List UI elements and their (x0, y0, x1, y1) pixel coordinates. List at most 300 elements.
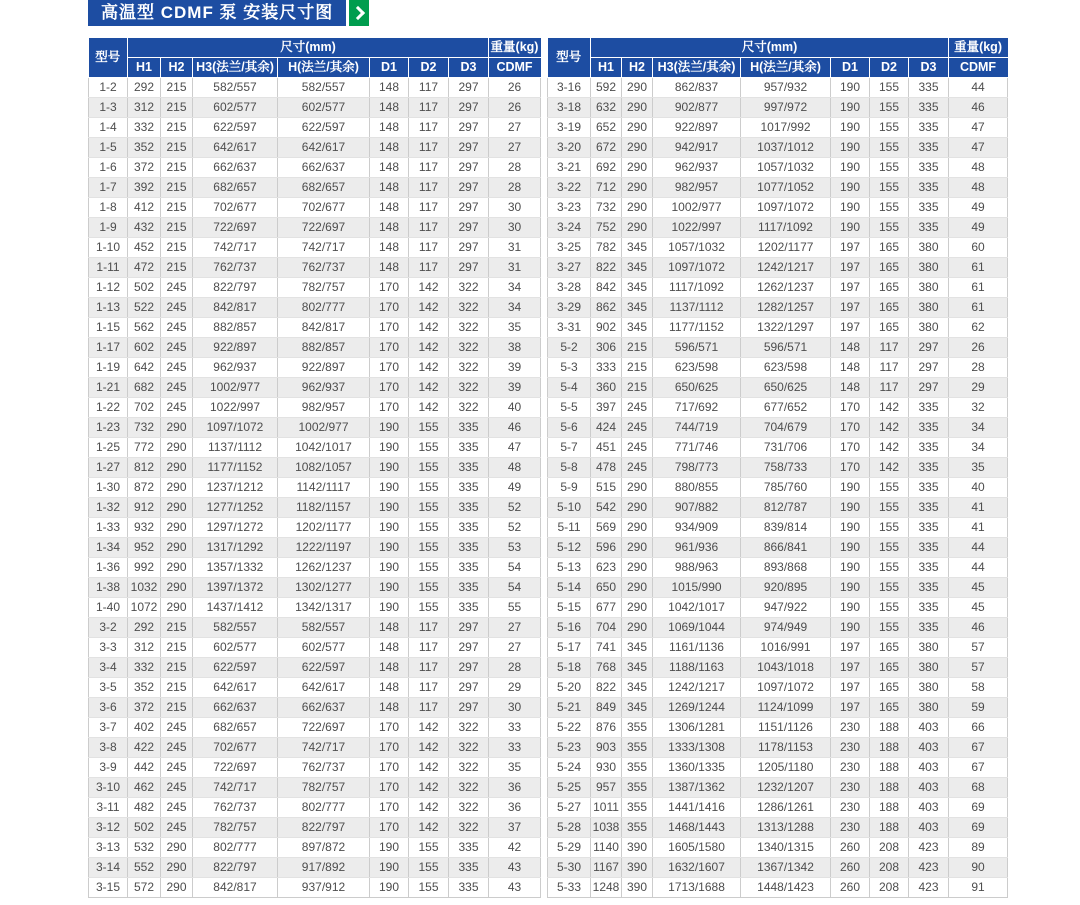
value-cell: 61 (949, 298, 1008, 318)
value-cell: 335 (909, 138, 949, 158)
value-cell: 170 (370, 318, 409, 338)
value-cell: 190 (370, 478, 409, 498)
column-header-d1: D1 (831, 58, 870, 78)
column-header-d1: D1 (370, 58, 409, 78)
model-cell: 5-33 (548, 878, 591, 898)
value-cell: 155 (409, 538, 449, 558)
value-cell: 1057/1032 (653, 238, 741, 258)
value-cell: 1151/1126 (741, 718, 831, 738)
value-cell: 596 (591, 538, 622, 558)
value-cell: 677/652 (741, 398, 831, 418)
value-cell: 155 (870, 558, 909, 578)
value-cell: 622/597 (193, 118, 278, 138)
value-cell: 1269/1244 (653, 698, 741, 718)
value-cell: 650 (591, 578, 622, 598)
value-cell: 934/909 (653, 518, 741, 538)
table-row (89, 458, 541, 478)
value-cell: 692 (591, 158, 622, 178)
value-cell: 403 (909, 738, 949, 758)
value-cell: 785/760 (741, 478, 831, 498)
value-cell: 155 (870, 578, 909, 598)
table-row (89, 78, 541, 98)
value-cell: 922/897 (653, 118, 741, 138)
model-cell: 5-11 (548, 518, 591, 538)
value-cell: 170 (370, 378, 409, 398)
table-row (548, 238, 1008, 258)
value-cell: 170 (831, 398, 870, 418)
value-cell: 117 (409, 638, 449, 658)
model-cell: 1-40 (89, 598, 128, 618)
value-cell: 165 (870, 658, 909, 678)
value-cell: 197 (831, 278, 870, 298)
value-cell: 260 (831, 878, 870, 898)
table-row (89, 358, 541, 378)
value-cell: 47 (489, 438, 541, 458)
value-cell: 60 (949, 238, 1008, 258)
value-cell: 1137/1112 (193, 438, 278, 458)
value-cell: 297 (449, 118, 489, 138)
table-row (548, 638, 1008, 658)
page-title: 高温型 CDMF 泵 安装尺寸图 (88, 0, 346, 26)
model-cell: 1-32 (89, 498, 128, 518)
value-cell: 290 (622, 218, 653, 238)
value-cell: 142 (409, 818, 449, 838)
value-cell: 897/872 (278, 838, 370, 858)
value-cell: 602/577 (278, 638, 370, 658)
value-cell: 552 (128, 858, 161, 878)
value-cell: 1448/1423 (741, 878, 831, 898)
value-cell: 188 (870, 718, 909, 738)
value-cell: 155 (409, 498, 449, 518)
table-row (548, 258, 1008, 278)
value-cell: 29 (489, 678, 541, 698)
value-cell: 642 (128, 358, 161, 378)
value-cell: 245 (161, 758, 193, 778)
value-cell: 155 (409, 418, 449, 438)
value-cell: 922/897 (193, 338, 278, 358)
column-header-h3: H3(法兰/其余) (193, 58, 278, 78)
value-cell: 170 (370, 778, 409, 798)
value-cell: 155 (409, 558, 449, 578)
value-cell: 1282/1257 (741, 298, 831, 318)
value-cell: 190 (370, 438, 409, 458)
value-cell: 215 (161, 78, 193, 98)
model-cell: 1-38 (89, 578, 128, 598)
model-cell: 1-2 (89, 78, 128, 98)
table-row (548, 678, 1008, 698)
value-cell: 982/957 (278, 398, 370, 418)
value-cell: 622/597 (278, 658, 370, 678)
value-cell: 772 (128, 438, 161, 458)
table-row (89, 178, 541, 198)
value-cell: 27 (489, 638, 541, 658)
value-cell: 290 (622, 478, 653, 498)
value-cell: 582/557 (193, 618, 278, 638)
model-cell: 3-25 (548, 238, 591, 258)
table-row (548, 298, 1008, 318)
value-cell: 345 (622, 278, 653, 298)
model-cell: 1-27 (89, 458, 128, 478)
value-cell: 30 (489, 698, 541, 718)
value-cell: 1188/1163 (653, 658, 741, 678)
model-cell: 3-7 (89, 718, 128, 738)
table-row (89, 218, 541, 238)
value-cell: 290 (161, 558, 193, 578)
value-cell: 812 (128, 458, 161, 478)
value-cell: 322 (449, 318, 489, 338)
model-cell: 1-12 (89, 278, 128, 298)
value-cell: 155 (870, 218, 909, 238)
value-cell: 215 (161, 138, 193, 158)
value-cell: 872 (128, 478, 161, 498)
value-cell: 245 (161, 778, 193, 798)
table-row (548, 358, 1008, 378)
value-cell: 44 (949, 538, 1008, 558)
table-row (89, 838, 541, 858)
value-cell: 822/797 (193, 278, 278, 298)
value-cell: 297 (449, 78, 489, 98)
value-cell: 1342/1317 (278, 598, 370, 618)
value-cell: 502 (128, 818, 161, 838)
value-cell: 930 (591, 758, 622, 778)
value-cell: 245 (161, 318, 193, 338)
table-row (548, 538, 1008, 558)
model-cell: 1-3 (89, 98, 128, 118)
value-cell: 335 (909, 478, 949, 498)
value-cell: 197 (831, 698, 870, 718)
value-cell: 652 (591, 118, 622, 138)
value-cell: 190 (370, 458, 409, 478)
model-cell: 5-7 (548, 438, 591, 458)
value-cell: 1367/1342 (741, 858, 831, 878)
value-cell: 41 (949, 518, 1008, 538)
value-cell: 335 (449, 478, 489, 498)
value-cell: 902/877 (653, 98, 741, 118)
value-cell: 662/637 (193, 158, 278, 178)
value-cell: 142 (409, 718, 449, 738)
model-cell: 3-11 (89, 798, 128, 818)
table-row (548, 718, 1008, 738)
value-cell: 947/922 (741, 598, 831, 618)
value-cell: 762/737 (278, 758, 370, 778)
value-cell: 290 (161, 838, 193, 858)
model-cell: 3-29 (548, 298, 591, 318)
model-cell: 5-20 (548, 678, 591, 698)
value-cell: 602/577 (193, 638, 278, 658)
value-cell: 982/957 (653, 178, 741, 198)
value-cell: 1117/1092 (741, 218, 831, 238)
value-cell: 1277/1252 (193, 498, 278, 518)
table-row (548, 698, 1008, 718)
table-row (89, 478, 541, 498)
model-cell: 5-25 (548, 778, 591, 798)
table-row (89, 138, 541, 158)
table-row (548, 278, 1008, 298)
value-cell: 322 (449, 818, 489, 838)
value-cell: 190 (370, 858, 409, 878)
value-cell: 798/773 (653, 458, 741, 478)
value-cell: 335 (449, 858, 489, 878)
value-cell: 672 (591, 138, 622, 158)
value-cell: 722/697 (193, 218, 278, 238)
value-cell: 297 (449, 238, 489, 258)
table-row (89, 498, 541, 518)
value-cell: 882/857 (193, 318, 278, 338)
value-cell: 55 (489, 598, 541, 618)
value-cell: 1317/1292 (193, 538, 278, 558)
value-cell: 165 (870, 298, 909, 318)
value-cell: 335 (449, 538, 489, 558)
model-cell: 1-21 (89, 378, 128, 398)
value-cell: 165 (870, 318, 909, 338)
value-cell: 702/677 (278, 198, 370, 218)
value-cell: 190 (370, 538, 409, 558)
value-cell: 662/637 (278, 698, 370, 718)
value-cell: 962/937 (653, 158, 741, 178)
value-cell: 1202/1177 (278, 518, 370, 538)
model-cell: 3-23 (548, 198, 591, 218)
value-cell: 38 (489, 338, 541, 358)
value-cell: 290 (622, 598, 653, 618)
value-cell: 48 (949, 178, 1008, 198)
value-cell: 596/571 (741, 338, 831, 358)
value-cell: 932 (128, 518, 161, 538)
value-cell: 942/917 (653, 138, 741, 158)
table-row (89, 338, 541, 358)
value-cell: 842 (591, 278, 622, 298)
value-cell: 335 (909, 118, 949, 138)
value-cell: 423 (909, 858, 949, 878)
value-cell: 335 (909, 418, 949, 438)
value-cell: 215 (161, 238, 193, 258)
value-cell: 142 (409, 318, 449, 338)
value-cell: 290 (161, 858, 193, 878)
value-cell: 69 (949, 798, 1008, 818)
value-cell: 442 (128, 758, 161, 778)
value-cell: 355 (622, 718, 653, 738)
value-cell: 1177/1152 (193, 458, 278, 478)
value-cell: 582/557 (278, 618, 370, 638)
value-cell: 332 (128, 118, 161, 138)
model-cell: 5-22 (548, 718, 591, 738)
value-cell: 292 (128, 78, 161, 98)
value-cell: 155 (409, 838, 449, 858)
value-cell: 142 (409, 758, 449, 778)
value-cell: 155 (870, 538, 909, 558)
value-cell: 352 (128, 138, 161, 158)
value-cell: 662/637 (193, 698, 278, 718)
value-cell: 27 (489, 118, 541, 138)
value-cell: 290 (622, 578, 653, 598)
value-cell: 155 (870, 98, 909, 118)
model-cell: 1-19 (89, 358, 128, 378)
value-cell: 345 (622, 658, 653, 678)
value-cell: 412 (128, 198, 161, 218)
model-cell: 5-9 (548, 478, 591, 498)
value-cell: 297 (449, 178, 489, 198)
value-cell: 380 (909, 238, 949, 258)
value-cell: 782/757 (278, 778, 370, 798)
value-cell: 849 (591, 698, 622, 718)
value-cell: 190 (831, 218, 870, 238)
value-cell: 1437/1412 (193, 598, 278, 618)
model-cell: 3-5 (89, 678, 128, 698)
value-cell: 215 (161, 118, 193, 138)
value-cell: 1605/1580 (653, 838, 741, 858)
table-row (89, 878, 541, 898)
value-cell: 215 (622, 338, 653, 358)
value-cell: 1262/1237 (741, 278, 831, 298)
model-cell: 5-17 (548, 638, 591, 658)
value-cell: 1632/1607 (653, 858, 741, 878)
value-cell: 335 (909, 558, 949, 578)
value-cell: 245 (161, 298, 193, 318)
value-cell: 117 (409, 178, 449, 198)
value-cell: 380 (909, 678, 949, 698)
value-cell: 215 (161, 658, 193, 678)
value-cell: 1182/1157 (278, 498, 370, 518)
table-row (89, 658, 541, 678)
value-cell: 46 (949, 98, 1008, 118)
value-cell: 155 (409, 858, 449, 878)
table-row (548, 778, 1008, 798)
value-cell: 215 (622, 378, 653, 398)
value-cell: 142 (870, 438, 909, 458)
model-cell: 3-27 (548, 258, 591, 278)
value-cell: 1077/1052 (741, 178, 831, 198)
value-cell: 322 (449, 338, 489, 358)
value-cell: 920/895 (741, 578, 831, 598)
value-cell: 974/949 (741, 618, 831, 638)
value-cell: 190 (831, 498, 870, 518)
value-cell: 542 (591, 498, 622, 518)
value-cell: 306 (591, 338, 622, 358)
value-cell: 28 (489, 158, 541, 178)
value-cell: 322 (449, 298, 489, 318)
value-cell: 117 (409, 198, 449, 218)
value-cell: 28 (949, 358, 1008, 378)
value-cell: 335 (449, 878, 489, 898)
value-cell: 922/897 (278, 358, 370, 378)
model-cell: 5-27 (548, 798, 591, 818)
value-cell: 602/577 (278, 98, 370, 118)
value-cell: 1441/1416 (653, 798, 741, 818)
value-cell: 297 (449, 678, 489, 698)
model-cell: 1-11 (89, 258, 128, 278)
value-cell: 677 (591, 598, 622, 618)
table-row (548, 198, 1008, 218)
value-cell: 322 (449, 378, 489, 398)
value-cell: 866/841 (741, 538, 831, 558)
model-cell: 1-36 (89, 558, 128, 578)
value-cell: 335 (909, 198, 949, 218)
value-cell: 744/719 (653, 418, 741, 438)
value-cell: 623/598 (741, 358, 831, 378)
value-cell: 1042/1017 (278, 438, 370, 458)
value-cell: 148 (370, 138, 409, 158)
value-cell: 335 (449, 438, 489, 458)
value-cell: 622/597 (193, 658, 278, 678)
value-cell: 148 (370, 118, 409, 138)
model-cell: 1-34 (89, 538, 128, 558)
value-cell: 148 (831, 338, 870, 358)
column-group-weight: 重量(kg) (949, 38, 1008, 58)
table-row (89, 558, 541, 578)
table-row (548, 118, 1008, 138)
value-cell: 380 (909, 638, 949, 658)
value-cell: 290 (161, 418, 193, 438)
table-row (548, 98, 1008, 118)
model-cell: 3-2 (89, 618, 128, 638)
value-cell: 682 (128, 378, 161, 398)
value-cell: 768 (591, 658, 622, 678)
value-cell: 36 (489, 778, 541, 798)
value-cell: 322 (449, 278, 489, 298)
model-cell: 1-10 (89, 238, 128, 258)
value-cell: 917/892 (278, 858, 370, 878)
value-cell: 297 (449, 98, 489, 118)
value-cell: 40 (489, 398, 541, 418)
table-row (89, 678, 541, 698)
value-cell: 452 (128, 238, 161, 258)
value-cell: 397 (591, 398, 622, 418)
value-cell: 155 (870, 198, 909, 218)
value-cell: 380 (909, 698, 949, 718)
value-cell: 35 (489, 318, 541, 338)
value-cell: 170 (370, 758, 409, 778)
value-cell: 1713/1688 (653, 878, 741, 898)
value-cell: 423 (909, 838, 949, 858)
value-cell: 33 (489, 738, 541, 758)
value-cell: 148 (831, 378, 870, 398)
value-cell: 1167 (591, 858, 622, 878)
value-cell: 290 (622, 618, 653, 638)
table-row (548, 818, 1008, 838)
value-cell: 31 (489, 238, 541, 258)
table-row (89, 598, 541, 618)
value-cell: 1015/990 (653, 578, 741, 598)
value-cell: 812/787 (741, 498, 831, 518)
table-row (89, 518, 541, 538)
value-cell: 562 (128, 318, 161, 338)
model-cell: 1-15 (89, 318, 128, 338)
value-cell: 215 (161, 698, 193, 718)
value-cell: 380 (909, 258, 949, 278)
value-cell: 290 (622, 558, 653, 578)
value-cell: 148 (370, 638, 409, 658)
value-cell: 335 (909, 398, 949, 418)
table-row (548, 458, 1008, 478)
value-cell: 170 (831, 438, 870, 458)
value-cell: 962/937 (193, 358, 278, 378)
table-row (548, 798, 1008, 818)
table-row (548, 378, 1008, 398)
value-cell: 117 (870, 338, 909, 358)
table-row (548, 498, 1008, 518)
value-cell: 839/814 (741, 518, 831, 538)
table-row (548, 338, 1008, 358)
value-cell: 33 (489, 718, 541, 738)
value-cell: 345 (622, 638, 653, 658)
value-cell: 335 (449, 518, 489, 538)
model-cell: 1-8 (89, 198, 128, 218)
model-cell: 5-30 (548, 858, 591, 878)
model-cell: 1-22 (89, 398, 128, 418)
value-cell: 802/777 (278, 798, 370, 818)
table-row (89, 198, 541, 218)
column-group-dimensions: 尺寸(mm) (591, 38, 949, 58)
value-cell: 117 (409, 98, 449, 118)
